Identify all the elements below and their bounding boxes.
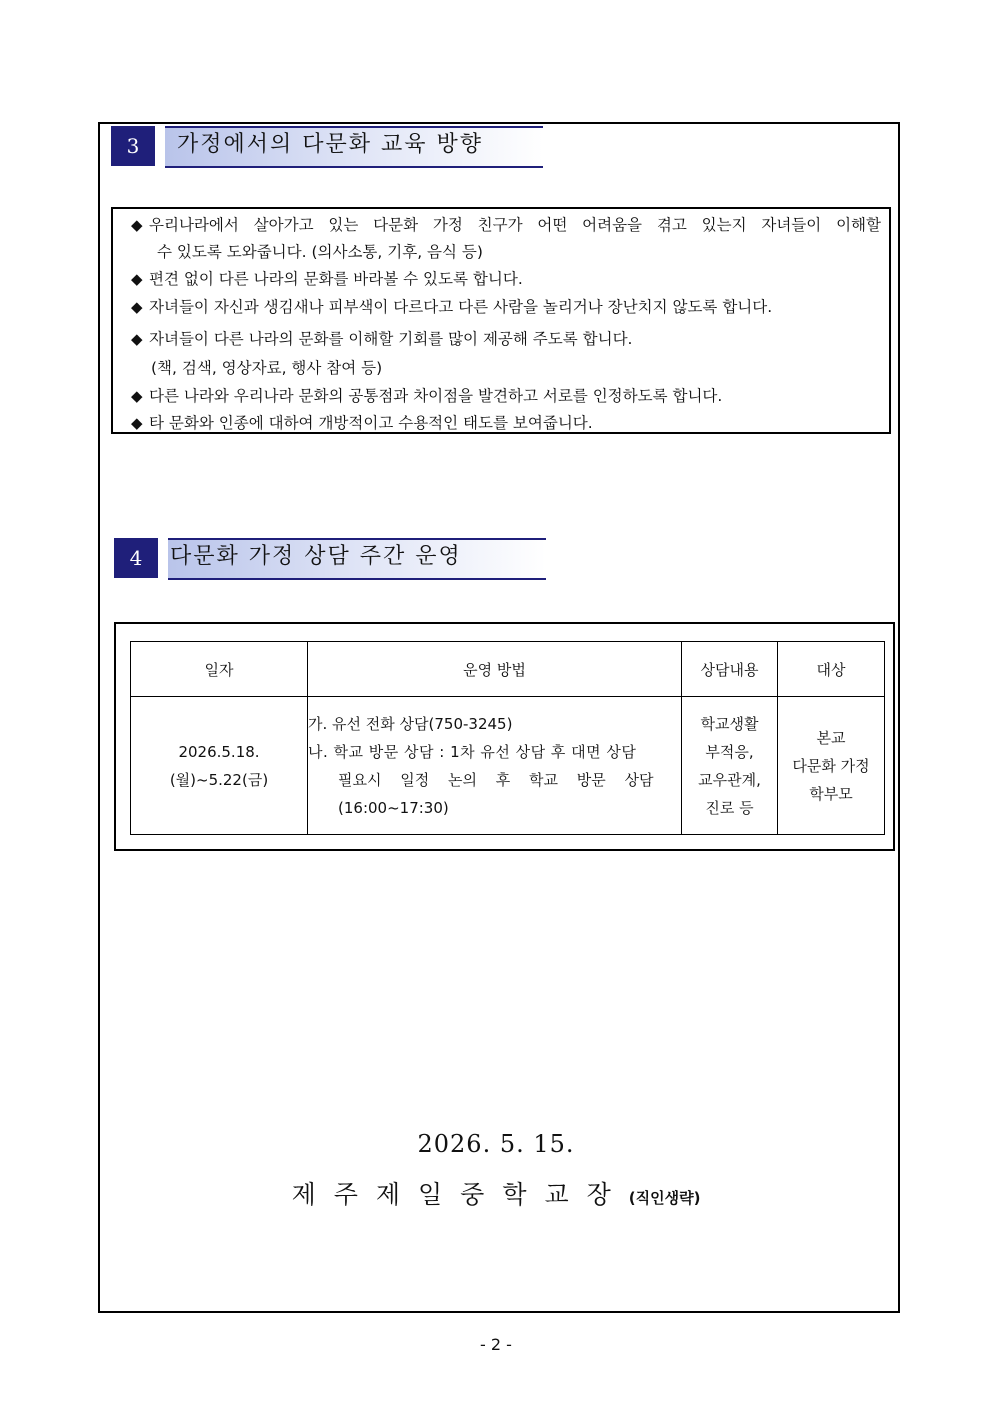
page-number: - 2 -: [480, 1335, 512, 1354]
method-line: 나. 학교 방문 상담 : 1차 유선 상담 후 대면 상담: [308, 742, 637, 761]
guidance-box: [111, 207, 891, 434]
seal-note: (직인생략): [628, 1189, 701, 1207]
diamond-bullet-icon: ◆: [131, 387, 143, 405]
list-item: ◆ 다른 나라와 우리나라 문화의 공통점과 차이점을 발견하고 서로를 인정하도록 합니다.: [131, 387, 723, 405]
diamond-bullet-icon: ◆: [131, 216, 143, 234]
header-content: 상담내용: [682, 642, 778, 697]
diamond-bullet-icon: ◆: [131, 330, 143, 348]
section3-header: [111, 126, 543, 166]
section3-title: 가정에서의 다문화 교육 방향: [177, 132, 484, 157]
list-item: ◆ 타 문화와 인종에 대하여 개방적이고 수용적인 태도를 보여줍니다.: [131, 414, 593, 432]
header-method: 운영 방법: [308, 642, 682, 697]
header-target: 대상: [778, 642, 885, 697]
section4-title: 다문화 가정 상담 주간 운영: [170, 544, 462, 569]
method-line: (16:00~17:30): [338, 798, 449, 817]
section4-header: [114, 538, 546, 578]
method-line: 가. 유선 전화 상담(750-3245): [308, 714, 513, 733]
diamond-bullet-icon: ◆: [131, 270, 143, 288]
list-item: ◆ 자녀들이 다른 나라의 문화를 이해할 기회를 많이 제공해 주도록 합니다.: [131, 330, 633, 348]
list-item-continuation: 수 있도록 도와줍니다. (의사소통, 기후, 음식 등): [157, 243, 483, 261]
method-line: 필요시 일정 논의 후 학교 방문 상담: [338, 770, 654, 789]
header-date: 일자: [131, 642, 308, 697]
schedule-table-frame: [114, 622, 895, 851]
table-row: [131, 697, 885, 835]
schedule-table: [130, 641, 885, 835]
diamond-bullet-icon: ◆: [131, 414, 143, 432]
cell-date: 2026.5.18.(월)~5.22(금): [131, 697, 308, 835]
list-item: ◆ 자녀들이 자신과 생김새나 피부색이 다르다고 다른 사람을 놀리거나 장난치지 않도록 합니다.: [131, 298, 773, 316]
issue-date: 2026. 5. 15.: [417, 1130, 575, 1158]
signature-text: 제주제일중학교장: [291, 1180, 629, 1209]
cell-method: [308, 697, 682, 835]
list-item: ◆ 우리나라에서 살아가고 있는 다문화 가정 친구가 어떤 어려움을 겪고 있는지 자녀들이 이해할: [131, 216, 881, 234]
cell-target: 본교 다문화 가정 학부모: [778, 697, 885, 835]
section4-number: 4: [114, 538, 158, 578]
diamond-bullet-icon: ◆: [131, 298, 143, 316]
list-item-continuation: (책, 검색, 영상자료, 행사 참여 등): [151, 359, 383, 377]
principal-signature: [0, 1175, 992, 1211]
cell-content: 학교생활 부적응, 교우관계, 진로 등: [682, 697, 778, 835]
section3-number: 3: [111, 126, 155, 166]
list-item: ◆ 편견 없이 다른 나라의 문화를 바라볼 수 있도록 합니다.: [131, 270, 523, 288]
